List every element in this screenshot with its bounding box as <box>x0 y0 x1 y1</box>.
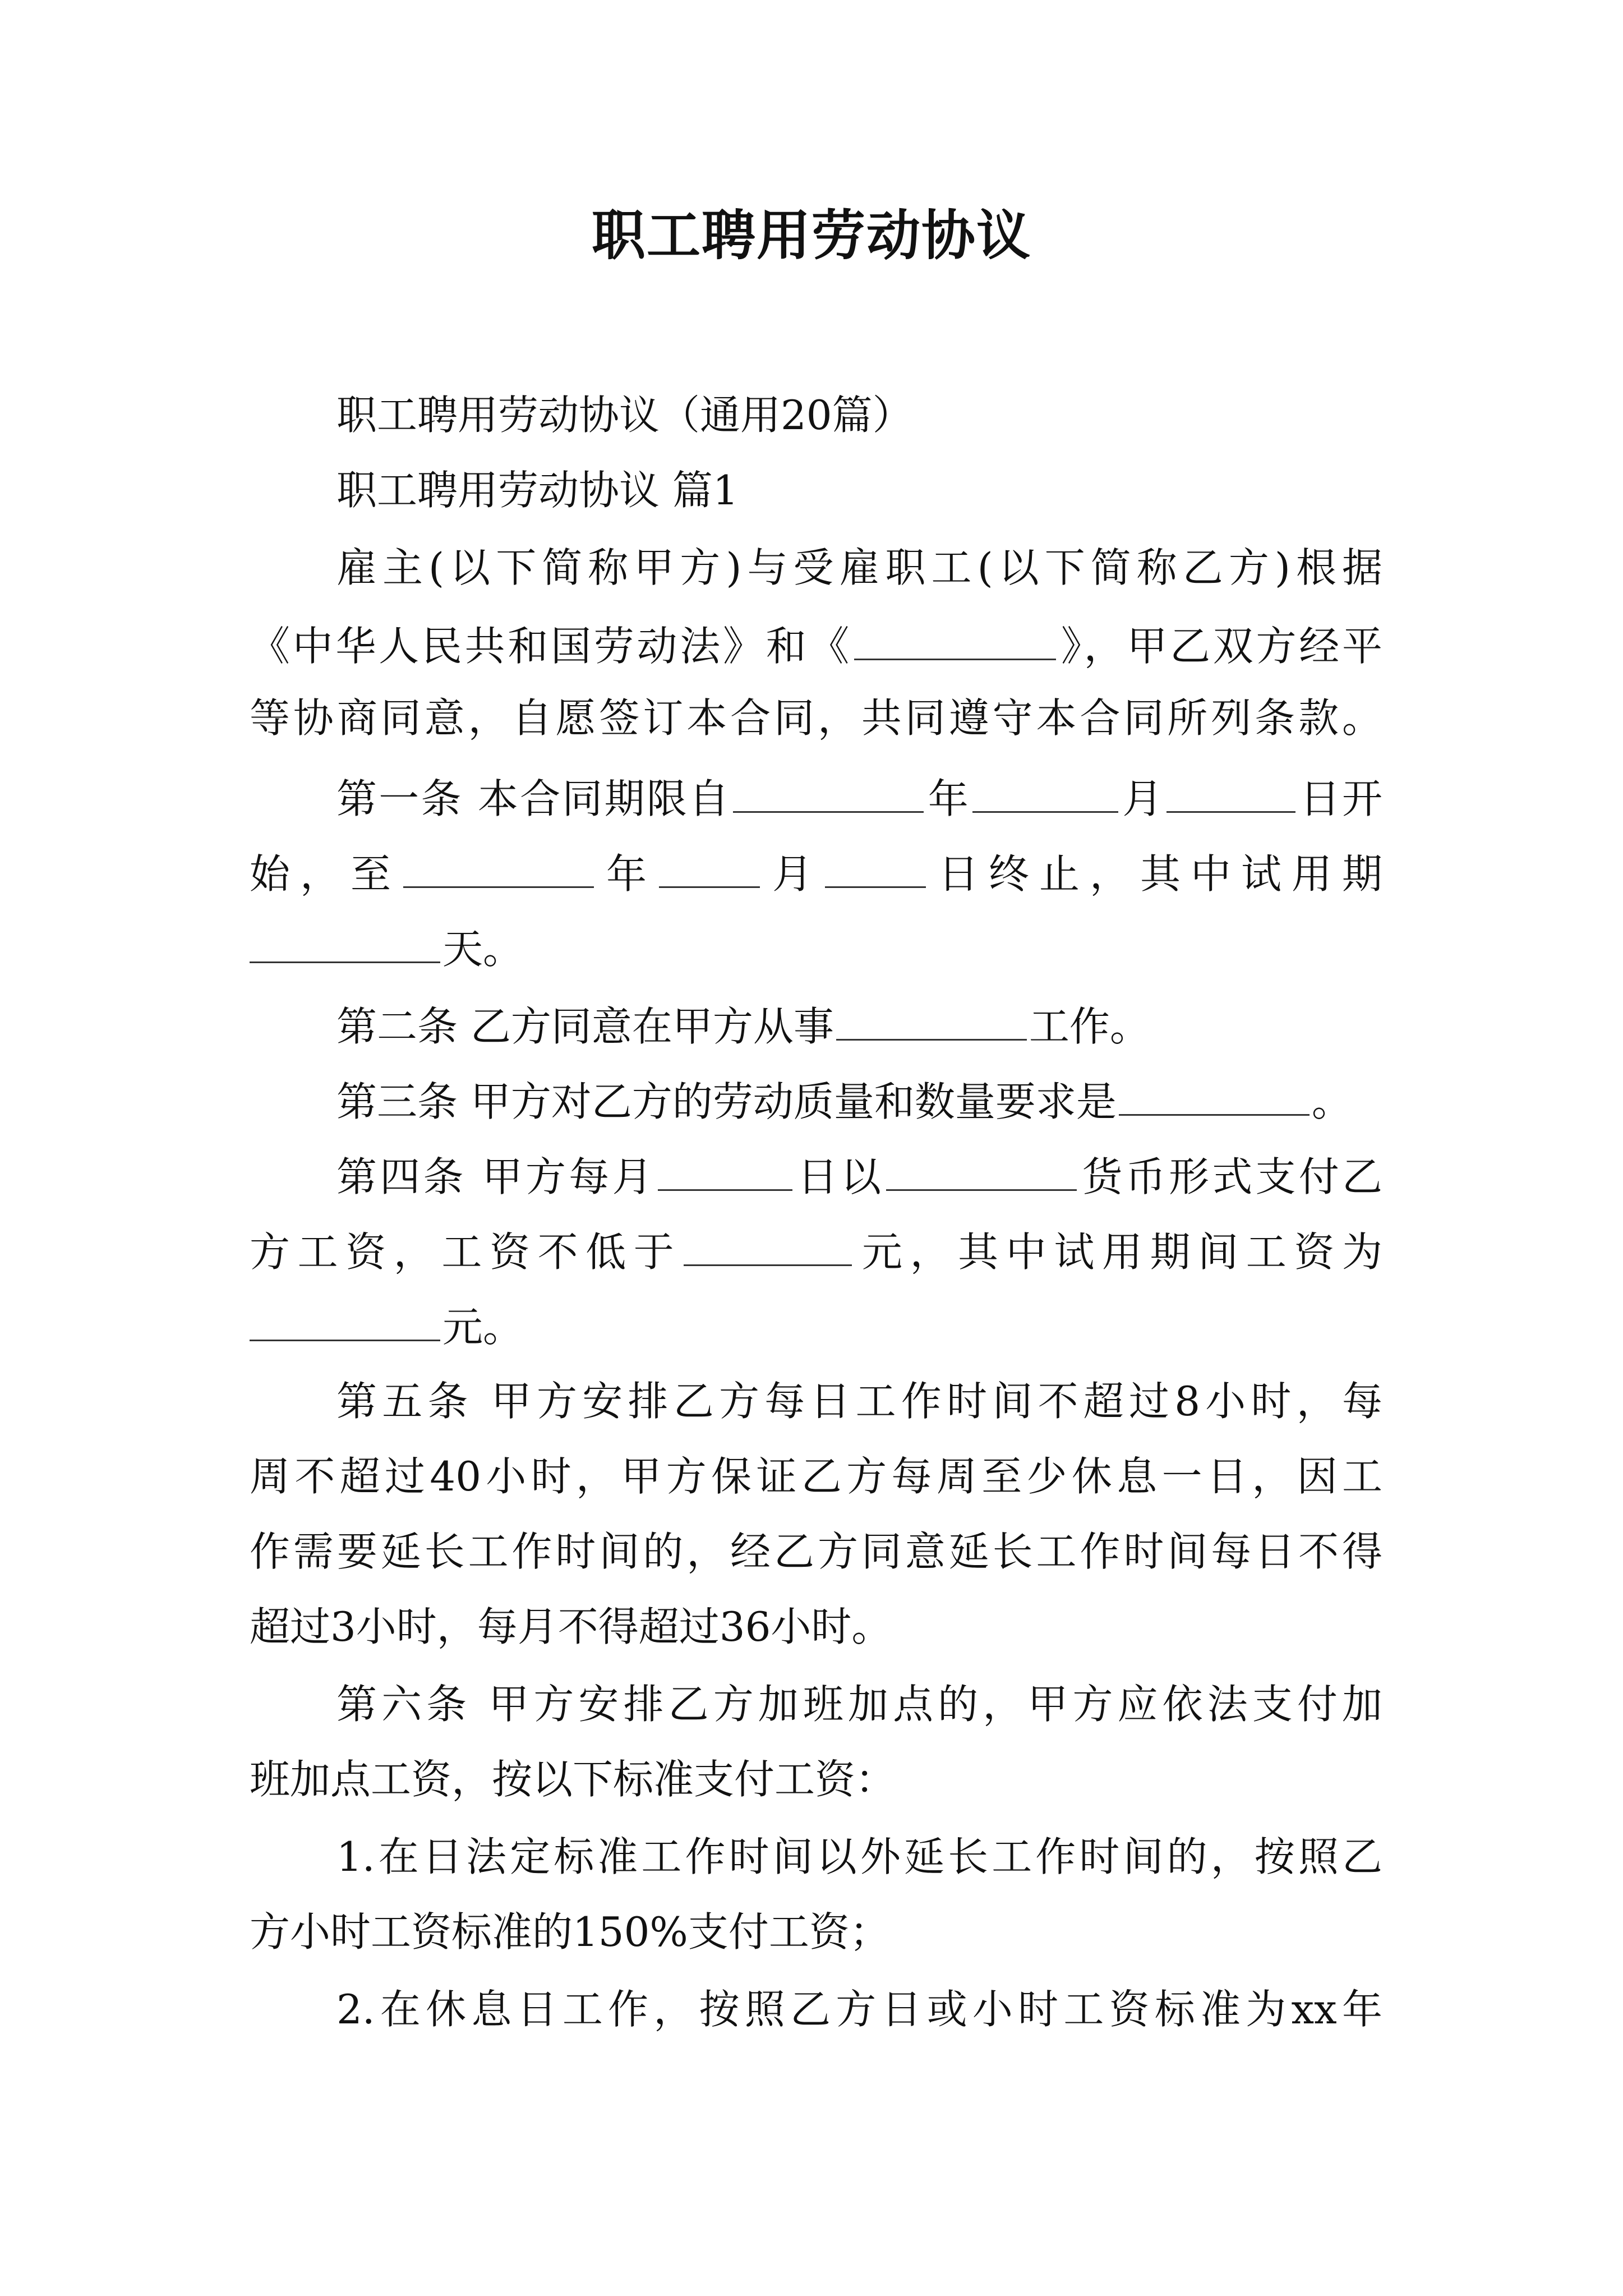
blank-end-month <box>659 843 760 888</box>
article4-line-3 <box>250 1296 1382 1355</box>
article4-line-1 <box>336 1145 1382 1205</box>
blank-job <box>836 995 1027 1041</box>
item2-line-1: 2.在休息日工作，按照乙方日或小时工资标准为xx年 <box>336 1986 1382 2033</box>
article6-line-1: 第六条 甲方安排乙方加班加点的，甲方应依法支付加 <box>336 1681 1382 1728</box>
article5-line-2: 周不超过40小时，甲方保证乙方每周至少休息一日，因工 <box>250 1453 1382 1500</box>
article4-text-f: 元。 <box>442 1304 524 1351</box>
intro-line-2 <box>250 615 1382 674</box>
article1-text-d: 日开 <box>1298 775 1382 822</box>
blank-min-wage <box>684 1221 852 1266</box>
blank-law-name <box>854 615 1056 660</box>
article1-text-b: 年 <box>926 775 970 822</box>
section-heading: 职工聘用劳动协议 篇1 <box>336 467 739 514</box>
article4-text-e: 元，其中试用期间工资为 <box>854 1228 1382 1276</box>
intro-text-a: 《中华人民共和国劳动法》和《 <box>250 623 852 670</box>
document-title: 职工聘用劳动协议 <box>592 204 1031 267</box>
article2-text-a: 第二条 乙方同意在甲方从事 <box>336 1003 834 1050</box>
article6-line-2: 班加点工资，按以下标准支付工资： <box>250 1756 896 1803</box>
article4-text-b: 日以 <box>794 1153 884 1200</box>
article5-line-4: 超过3小时，每月不得超过36小时。 <box>250 1603 892 1650</box>
intro-line-1: 雇主(以下简称甲方)与受雇职工(以下简称乙方)根据 <box>336 544 1382 591</box>
blank-start-day <box>1166 767 1295 813</box>
article1-text-a: 第一条 本合同期限自 <box>336 775 731 822</box>
article5-line-1: 第五条 甲方安排乙方每日工作时间不超过8小时，每 <box>336 1378 1382 1425</box>
blank-pay-day <box>658 1145 792 1191</box>
blank-probation-wage <box>250 1296 440 1341</box>
blank-end-day <box>825 843 926 888</box>
intro-text-b: 》，甲乙双方经平 <box>1058 623 1382 670</box>
blank-start-year <box>733 767 924 813</box>
blank-end-year <box>403 843 594 888</box>
article1-line-2 <box>250 843 1382 902</box>
article3-text-a: 第三条 甲方对乙方的劳动质量和数量要求是 <box>336 1078 1117 1125</box>
article1-text-h: 日终止，其中试用期 <box>928 850 1382 898</box>
article4-text-c: 货币形式支付乙 <box>1079 1153 1382 1200</box>
blank-start-month <box>972 767 1118 813</box>
article4-text-a: 第四条 甲方每月 <box>336 1153 656 1200</box>
item1-line-2: 方小时工资标准的150%支付工资； <box>250 1908 890 1955</box>
article1-text-i: 天。 <box>442 926 524 973</box>
article1-text-c: 月 <box>1120 775 1165 822</box>
article3-text-b: 。 <box>1311 1078 1352 1125</box>
article1-line-3 <box>250 918 1382 977</box>
blank-currency <box>886 1145 1077 1191</box>
intro-line-3: 等协商同意，自愿签订本合同，共同遵守本合同所列条款。 <box>250 694 1382 742</box>
article2-text-b: 工作。 <box>1029 1003 1150 1050</box>
article2-line <box>336 995 1469 1055</box>
article4-text-d: 方工资，工资不低于 <box>250 1228 682 1276</box>
article1-text-f: 年 <box>596 850 657 898</box>
article3-line <box>336 1070 1469 1130</box>
article1-text-g: 月 <box>762 850 823 898</box>
article1-text-e: 始，至 <box>250 850 401 898</box>
blank-requirements <box>1119 1070 1310 1116</box>
article4-line-2 <box>250 1221 1382 1280</box>
item1-line-1: 1.在日法定标准工作时间以外延长工作时间的，按照乙 <box>336 1833 1382 1880</box>
article5-line-3: 作需要延长工作时间的，经乙方同意延长工作时间每日不得 <box>250 1528 1382 1575</box>
blank-probation-days <box>250 918 440 963</box>
subtitle: 职工聘用劳动协议（通用20篇） <box>336 392 913 439</box>
article1-line-1 <box>336 767 1382 827</box>
